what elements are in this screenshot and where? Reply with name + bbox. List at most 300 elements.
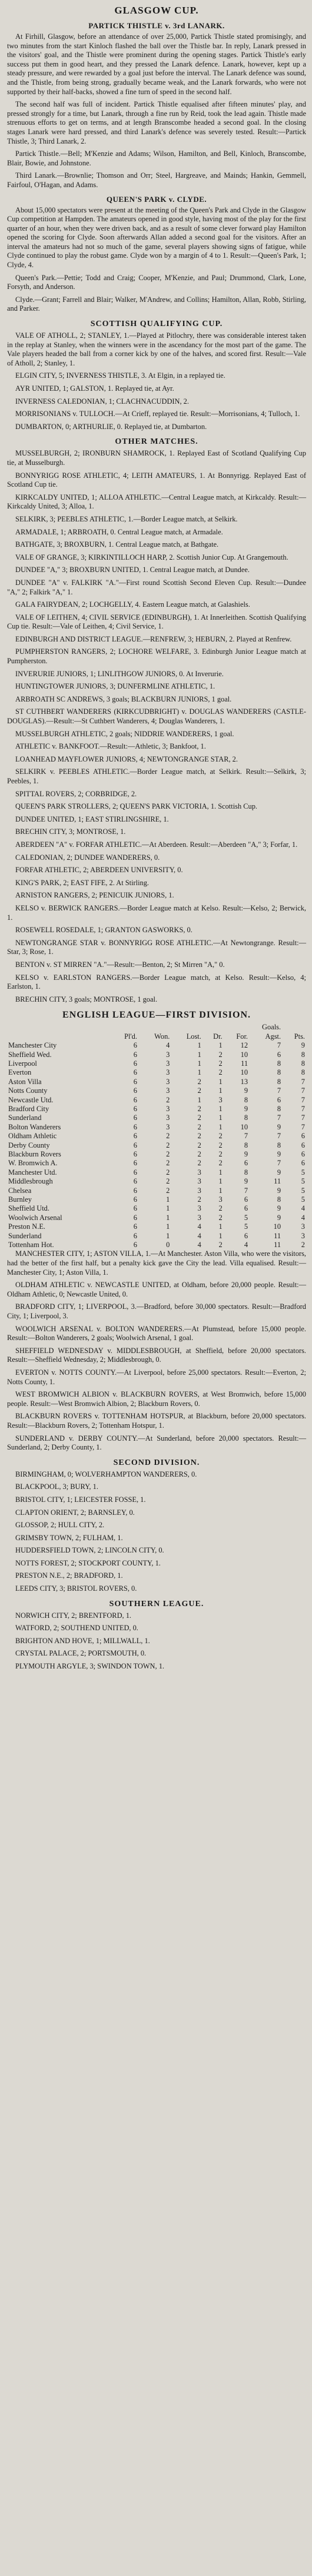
stat-cell-pld: 6 xyxy=(133,1231,137,1240)
stat-cell-pts: 8 xyxy=(301,1059,305,1068)
stat-cell-lost: 2 xyxy=(197,1159,201,1168)
stat-cell-pts: 7 xyxy=(301,1122,305,1131)
team-name-cell: Bradford City xyxy=(8,1104,49,1113)
second-division-list xyxy=(7,1470,306,1671)
match-report-para: NEWTONGRANGE STAR v. BONNYRIGG ROSE ATHLETIC.—At Newtongrange. Result:—Star, 3; Rose, 1. xyxy=(7,938,306,956)
result-line: PRESTON N.E., 2; BRADFORD, 1. xyxy=(15,1571,123,1580)
result-line: BIRMINGHAM, 0; WOLVERHAMPTON WANDERERS, 0. xyxy=(15,1470,197,1478)
match-report-para: PUMPHERSTON RANGERS, 2; LOCHORE WELFARE, 3. Edinburgh Junior League match at Pumpherston. xyxy=(7,647,306,666)
stat-cell-for: 12 xyxy=(240,1041,248,1050)
match-report-para: MUSSELBURGH, 2; IRONBURN SHAMROCK, 1. Replayed East of Scotland Qualifying Cup tie, at Musselburgh. xyxy=(7,449,306,467)
stat-cell-agst: 6 xyxy=(277,1050,281,1059)
match-report-para: DUNDEE UNITED, 1; EAST STIRLINGSHIRE, 1. xyxy=(15,815,169,823)
table-row xyxy=(7,1123,306,1132)
table-row xyxy=(7,1068,306,1077)
result-line: BLACKPOOL, 3; BURY, 1. xyxy=(15,1483,98,1491)
stat-cell-pts: 6 xyxy=(301,1132,305,1141)
match-report-para: VALE OF LEITHEN, 4; CIVIL SERVICE (EDINBURGH), 1. At Innerleithen. Scottish Qualifying Cup tie. Result:—Vale of Leithen, 4; Civil Service, 1. xyxy=(7,613,306,631)
table-row xyxy=(7,1078,306,1086)
stat-cell-agst: 7 xyxy=(277,1114,281,1122)
stat-cell-pld: 6 xyxy=(133,1168,137,1176)
table-row xyxy=(7,1150,306,1159)
match-report-para: GALA FAIRYDEAN, 2; LOCHGELLY, 4. Eastern League match, at Galashiels. xyxy=(15,600,250,609)
stat-cell-pts: 9 xyxy=(301,1041,305,1050)
league-table xyxy=(7,1023,306,1249)
stat-cell-pts: 3 xyxy=(301,1231,305,1240)
team-name-cell: W. Bromwich A. xyxy=(8,1159,58,1168)
match-report-para: EDINBURGH AND DISTRICT LEAGUE.—RENFREW, 3; HEBURN, 2. Played at Renfrew. xyxy=(15,634,292,643)
stat-cell-dr: 1 xyxy=(218,1168,223,1176)
queens-report xyxy=(7,206,306,314)
stat-cell-won: 2 xyxy=(166,1186,170,1195)
stat-cell-dr: 1 xyxy=(218,1177,223,1186)
table-row xyxy=(7,1059,306,1068)
stat-cell-pld: 6 xyxy=(133,1077,137,1086)
stat-cell-for: 10 xyxy=(240,1122,248,1131)
stat-cell-agst: 7 xyxy=(277,1041,281,1050)
team-name-cell: Manchester Utd. xyxy=(8,1168,57,1176)
team-name-cell: Middlesbrough xyxy=(8,1177,53,1186)
stat-cell-won: 3 xyxy=(166,1068,170,1077)
result-line: PLYMOUTH ARGYLE, 3; SWINDON TOWN, 1. xyxy=(15,1662,164,1671)
match-report-para: KING'S PARK, 2; EAST FIFE, 2. At Stirling. xyxy=(15,878,150,887)
table-row xyxy=(7,1222,306,1231)
team-name-cell: Sheffield Utd. xyxy=(8,1204,49,1213)
partick-para: At Firhill, Glasgow, before an attendance of over 25,000, Partick Thistle stated promisingly, and two minutes from the start Kinloch flashed the ball over the Thistle bar. In reply, Lanark pressed in the visitors' goal, and the Thistle were prominent during the opening stages. Partick Thistle's early success put them in good heart, and they pressed the Lanark defence. Lanark, however, kept up a steady pressure, and were rewarded by a goal just before the interval. The Lanark defence was sound, and the Thistle, from being strong, gradually became weak, and the Lanark forwards, who were not supported by their half-backs, showed a fine turn of speed in the second half. xyxy=(7,32,306,96)
match-report-para: SUNDERLAND v. DERBY COUNTY.—At Sunderland, before 20,000 spectators. Result:—Sunderland, 2; Derby County, 1. xyxy=(7,1434,306,1452)
stat-cell-for: 5 xyxy=(244,1222,248,1231)
result-line: NORWICH CITY, 2; BRENTFORD, 1. xyxy=(15,1611,132,1620)
match-report-para: CALEDONIAN, 2; DUNDEE WANDERERS, 0. xyxy=(15,853,160,862)
partick-match-title: PARTICK THISTLE v. 3rd LANARK. xyxy=(88,21,225,30)
stat-cell-pld: 6 xyxy=(133,1104,137,1113)
team-name-cell: Aston Villa xyxy=(8,1077,42,1086)
match-report-para: BENTON v. ST MIRREN "A."—Result:—Benton, 2; St Mirren "A," 0. xyxy=(15,960,225,969)
stat-cell-for: 6 xyxy=(244,1159,248,1168)
stat-cell-dr: 3 xyxy=(218,1195,223,1204)
match-report-para: ARNISTON RANGERS, 2; PENICUIK JUNIORS, 1. xyxy=(15,891,174,900)
stat-cell-pld: 6 xyxy=(133,1222,137,1231)
col-header-played: Pl'd. xyxy=(124,1032,137,1041)
qualifying-para: VALE OF ATHOLL, 2; STANLEY, 1.—Played at Pitlochry, there was considerable interest taken in the replay at Stanley, when the winners were in the ascendancy for the most part of the game. The Vale players headed the ball from a corner kick by one of the halves, and scored first. Result:—Vale of Atholl, 2; Stanley, 1. xyxy=(7,331,306,367)
result-line: CRYSTAL PALACE, 2; PORTSMOUTH, 0. xyxy=(15,1649,147,1658)
stat-cell-lost: 2 xyxy=(197,1104,201,1113)
stat-cell-pts: 6 xyxy=(301,1141,305,1149)
stat-cell-agst: 8 xyxy=(277,1141,281,1149)
stat-cell-agst: 8 xyxy=(277,1077,281,1086)
stat-cell-dr: 2 xyxy=(218,1213,223,1222)
stat-cell-pts: 6 xyxy=(301,1149,305,1158)
match-report-para: ABERDEEN "A" v. FORFAR ATHLETIC.—At Aberdeen. Result:—Aberdeen "A," 3; Forfar, 1. xyxy=(15,840,298,849)
english-results-list xyxy=(7,1249,306,1452)
table-row xyxy=(7,1159,306,1168)
stat-cell-pld: 6 xyxy=(133,1068,137,1077)
stat-cell-lost: 4 xyxy=(197,1222,201,1231)
stat-cell-lost: 2 xyxy=(197,1195,201,1204)
queens-match-title: QUEEN'S PARK v. CLYDE. xyxy=(106,194,207,204)
stat-cell-lost: 3 xyxy=(197,1168,201,1176)
table-row xyxy=(7,1096,306,1105)
team-name-cell: Bolton Wanderers xyxy=(8,1122,61,1131)
stat-cell-agst: 9 xyxy=(277,1186,281,1195)
stat-cell-pts: 8 xyxy=(301,1068,305,1077)
stat-cell-pld: 6 xyxy=(133,1141,137,1149)
stat-cell-agst: 8 xyxy=(277,1068,281,1077)
stat-cell-pts: 6 xyxy=(301,1159,305,1168)
queens-para: Clyde.—Grant; Farrell and Blair; Walker, M'Andrew, and Collins; Hamilton, Allan, Robb, Stirling, and Parker. xyxy=(7,295,306,313)
stat-cell-won: 2 xyxy=(166,1141,170,1149)
stat-cell-agst: 8 xyxy=(277,1104,281,1113)
stat-cell-won: 3 xyxy=(166,1104,170,1113)
stat-cell-won: 1 xyxy=(166,1213,170,1222)
stat-cell-lost: 4 xyxy=(197,1231,201,1240)
stat-cell-pld: 6 xyxy=(133,1241,137,1249)
stat-cell-for: 7 xyxy=(244,1132,248,1141)
stat-cell-dr: 2 xyxy=(218,1141,223,1149)
stat-cell-lost: 3 xyxy=(197,1213,201,1222)
other-matches-list xyxy=(7,449,306,1004)
team-name-cell: Blackburn Rovers xyxy=(8,1149,61,1158)
team-name-cell: Oldham Athletic xyxy=(8,1132,57,1141)
result-line: WATFORD, 2; SOUTHEND UNITED, 0. xyxy=(15,1624,138,1633)
result-line: CLAPTON ORIENT, 2; BARNSLEY, 0. xyxy=(15,1508,135,1517)
match-report-para: DUNDEE "A," 3; BROXBURN UNITED, 1. Central League match, at Dundee. xyxy=(15,566,250,574)
stat-cell-lost: 2 xyxy=(197,1141,201,1149)
stat-cell-won: 0 xyxy=(166,1241,170,1249)
stat-cell-pld: 6 xyxy=(133,1186,137,1195)
stat-cell-for: 11 xyxy=(241,1059,248,1068)
stat-cell-for: 8 xyxy=(244,1095,248,1104)
queens-para: Queen's Park.—Pettie; Todd and Craig; Cooper, M'Kenzie, and Paul; Drummond, Clark, Lone, Forsyth, and Anderson. xyxy=(7,273,306,291)
table-row xyxy=(7,1105,306,1114)
stat-cell-for: 8 xyxy=(244,1114,248,1122)
stat-cell-for: 6 xyxy=(244,1204,248,1213)
match-report-para: KELSO v. BERWICK RANGERS.—Border League match at Kelso. Result:—Kelso, 2; Berwick, 1. xyxy=(7,903,306,922)
match-report-para: EVERTON v. NOTTS COUNTY.—At Liverpool, before 25,000 spectators. Result:—Everton, 2; Notts County, 1. xyxy=(7,1368,306,1386)
result-line: GLOSSOP, 2; HULL CITY, 2. xyxy=(15,1521,105,1530)
queens-para: About 15,000 spectators were present at the meeting of the Queen's Park and Clyde in the Glasgow Cup competition at Hampden. The amateurs opened in good style, having most of the play for the first quarter of an hour, when they were driven back, and as a result of some clever forward play Hamilton opened the scoring for Clyde. Soon afterwards Allan added a second goal for the visitors. After an interval the amateurs had not so much of the game, several players showing signs of fatigue, while Clyde continued to play the robust game. Clyde won by a margin of 4 to 1. Result:—Queen's Park, 1; Clyde, 4. xyxy=(7,205,306,270)
match-report-para: ROSEWELL ROSEDALE, 1; GRANTON GASWORKS, 0. xyxy=(15,926,192,935)
match-report-para: LOANHEAD MAYFLOWER JUNIORS, 4; NEWTONGRANGE STAR, 2. xyxy=(15,754,238,763)
match-report-para: SELKIRK, 3; PEEBLES ATHLETIC, 1.—Border League match, at Selkirk. xyxy=(15,514,238,523)
stat-cell-pts: 5 xyxy=(301,1177,305,1186)
stat-cell-pld: 6 xyxy=(133,1095,137,1104)
stat-cell-agst: 11 xyxy=(274,1241,281,1249)
stat-cell-won: 3 xyxy=(166,1086,170,1095)
stat-cell-dr: 1 xyxy=(218,1114,223,1122)
stat-cell-dr: 2 xyxy=(218,1068,223,1077)
english-league-title: ENGLISH LEAGUE—FIRST DIVISION. xyxy=(62,1010,251,1021)
stat-cell-pld: 6 xyxy=(133,1114,137,1122)
stat-cell-for: 9 xyxy=(244,1104,248,1113)
stat-cell-pts: 8 xyxy=(301,1050,305,1059)
match-report-para: WEST BROMWICH ALBION v. BLACKBURN ROVERS, at West Bromwich, before 15,000 people. Result:—West Bromwich Albion, 2; Blackburn Rovers, 0. xyxy=(7,1390,306,1408)
league-table-body xyxy=(7,1041,306,1249)
stat-cell-dr: 2 xyxy=(218,1159,223,1168)
stat-cell-dr: 1 xyxy=(218,1086,223,1095)
stat-cell-lost: 2 xyxy=(197,1086,201,1095)
match-report-para: BLACKBURN ROVERS v. TOTTENHAM HOTSPUR, at Blackburn, before 20,000 spectators. Result:—Blackburn Rovers, 2; Tottenham Hotspur, 1. xyxy=(7,1412,306,1430)
stat-cell-pld: 6 xyxy=(133,1177,137,1186)
stat-cell-won: 3 xyxy=(166,1050,170,1059)
result-line: NOTTS FOREST, 2; STOCKPORT COUNTY, 1. xyxy=(15,1558,161,1567)
team-name-cell: Chelsea xyxy=(8,1186,32,1195)
stat-cell-lost: 2 xyxy=(197,1149,201,1158)
qualifying-para: AYR UNITED, 1; GALSTON, 1. Replayed tie, at Ayr. xyxy=(15,384,174,393)
team-name-cell: Everton xyxy=(8,1068,32,1077)
stat-cell-lost: 1 xyxy=(197,1068,201,1077)
stat-cell-for: 8 xyxy=(244,1141,248,1149)
team-name-cell: Notts County xyxy=(8,1086,48,1095)
qualifying-para: MORRISONIANS v. TULLOCH.—At Crieff, replayed tie. Result:—Morrisonians, 4; Tulloch, 1. xyxy=(15,410,300,418)
masthead: GLASGOW CUP. xyxy=(114,5,199,16)
team-name-cell: Sunderland xyxy=(8,1114,42,1122)
match-report-para: SPITTAL ROVERS, 2; CORBRIDGE, 2. xyxy=(15,789,137,798)
stat-cell-for: 10 xyxy=(240,1050,248,1059)
stat-cell-pld: 6 xyxy=(133,1159,137,1168)
qualifying-cup-title: SCOTTISH QUALIFYING CUP. xyxy=(90,320,223,329)
team-name-cell: Preston N.E. xyxy=(8,1222,45,1231)
result-line: BRIGHTON AND HOVE, 1; MILLWALL, 1. xyxy=(15,1636,150,1645)
stat-cell-agst: 11 xyxy=(274,1177,281,1186)
stat-cell-pld: 6 xyxy=(133,1050,137,1059)
table-row xyxy=(7,1132,306,1141)
stat-cell-dr: 1 xyxy=(218,1231,223,1240)
stat-cell-lost: 2 xyxy=(197,1122,201,1131)
match-report-para: FORFAR ATHLETIC, 2; ABERDEEN UNIVERSITY, 0. xyxy=(15,866,183,875)
stat-cell-won: 1 xyxy=(166,1204,170,1213)
stat-cell-pld: 6 xyxy=(133,1149,137,1158)
qualifying-report xyxy=(7,331,306,431)
southern-league-title: SOUTHERN LEAGUE. xyxy=(109,1599,204,1608)
match-report-para: WOOLWICH ARSENAL v. BOLTON WANDERERS.—At Plumstead, before 15,000 people. Result:—Bolton Wanderers, 2 goals; Woolwich Arsenal, 1 goal. xyxy=(7,1324,306,1342)
stat-cell-won: 3 xyxy=(166,1114,170,1122)
table-row xyxy=(7,1168,306,1177)
table-row xyxy=(7,1086,306,1095)
stat-cell-for: 8 xyxy=(244,1168,248,1176)
stat-cell-lost: 3 xyxy=(197,1177,201,1186)
partick-para: Third Lanark.—Brownlie; Thomson and Orr; Steel, Hargreave, and Mainds; Hankin, Gemmell, Fairfoul, O'Hagan, and Adams. xyxy=(7,171,306,189)
table-row xyxy=(7,1195,306,1204)
stat-cell-pts: 7 xyxy=(301,1077,305,1086)
team-name-cell: Newcastle Utd. xyxy=(8,1095,54,1104)
stat-cell-for: 10 xyxy=(240,1068,248,1077)
stat-cell-pld: 6 xyxy=(133,1195,137,1204)
match-report-para: ARBROATH SC ANDREWS, 3 goals; BLACKBURN JUNIORS, 1 goal. xyxy=(15,694,232,703)
match-report-para: VALE OF GRANGE, 3; KIRKINTILLOCH HARP, 2. Scottish Junior Cup. At Grangemouth. xyxy=(15,553,288,561)
stat-cell-pld: 6 xyxy=(133,1041,137,1050)
team-name-cell: Derby County xyxy=(8,1141,50,1149)
match-report-para: MANCHESTER CITY, 1; ASTON VILLA, 1.—At Manchester. Aston Villa, who were the visitors, had the better of the first half, but a penalty kick gave the City the lead. Villa equalised. Result:—Manchester City, 1; Aston Villa, 1. xyxy=(7,1249,306,1277)
qualifying-para: DUMBARTON, 0; ARTHURLIE, 0. Replayed tie, at Dumbarton. xyxy=(15,422,207,431)
stat-cell-pld: 6 xyxy=(133,1132,137,1141)
stat-cell-won: 3 xyxy=(166,1122,170,1131)
stat-cell-dr: 1 xyxy=(218,1122,223,1131)
match-report-para: SHEFFIELD WEDNESDAY v. MIDDLESBROUGH, at Sheffield, before 20,000 spectators. Result:—Sheffield Wednesday, 2; Middlesbrough, 0. xyxy=(7,1346,306,1364)
stat-cell-pts: 4 xyxy=(301,1204,305,1213)
match-report-para: MUSSELBURGH ATHLETIC, 2 goals; NIDDRIE WANDERERS, 1 goal. xyxy=(15,729,234,738)
stat-cell-lost: 2 xyxy=(197,1077,201,1086)
match-report-para: BONNYRIGG ROSE ATHLETIC, 4; LEITH AMATEURS, 1. At Bonnyrigg. Replayed East of Scotland Cup tie. xyxy=(7,471,306,489)
stat-cell-lost: 3 xyxy=(197,1204,201,1213)
stat-cell-dr: 2 xyxy=(218,1149,223,1158)
stat-cell-for: 13 xyxy=(240,1077,248,1086)
stat-cell-for: 4 xyxy=(244,1241,248,1249)
stat-cell-lost: 3 xyxy=(197,1186,201,1195)
match-report-para: BRADFORD CITY, 1; LIVERPOOL, 3.—Bradford, before 30,000 spectators. Result:—Bradford City, 1; Liverpool, 3. xyxy=(7,1302,306,1320)
stat-cell-lost: 2 xyxy=(197,1114,201,1122)
team-name-cell: Liverpool xyxy=(8,1059,37,1068)
match-report-para: ST CUTHBERT WANDERERS (KIRKCUDBRIGHT) v. DOUGLAS WANDERERS (CASTLE-DOUGLAS).—Result:—St Cuthbert Wanderers, 4; Douglas Wanderers, 1. xyxy=(7,707,306,726)
stat-cell-for: 6 xyxy=(244,1195,248,1204)
stat-cell-pld: 6 xyxy=(133,1122,137,1131)
stat-cell-won: 4 xyxy=(166,1041,170,1050)
partick-para: Partick Thistle.—Bell; M'Kenzie and Adams; Wilson, Hamilton, and Bell, Kinloch, Branscombe, Blair, Bowie, and Johnstone. xyxy=(7,149,306,167)
stat-cell-won: 1 xyxy=(166,1195,170,1204)
other-matches-title: OTHER MATCHES. xyxy=(115,437,198,447)
stat-cell-lost: 1 xyxy=(197,1050,201,1059)
stat-cell-won: 2 xyxy=(166,1095,170,1104)
stat-cell-pts: 7 xyxy=(301,1104,305,1113)
team-name-cell: Tottenham Hot. xyxy=(8,1241,54,1249)
stat-cell-dr: 2 xyxy=(218,1132,223,1141)
stat-cell-dr: 1 xyxy=(218,1186,223,1195)
match-report-para: KIRKCALDY UNITED, 1; ALLOA ATHLETIC.—Central League match, at Kirkcaldy. Result:—Kirkcaldy United, 3; Alloa, 1. xyxy=(7,493,306,511)
col-header-won: Won. xyxy=(154,1032,170,1041)
stat-cell-pld: 6 xyxy=(133,1204,137,1213)
stat-cell-dr: 3 xyxy=(218,1095,223,1104)
team-name-cell: Sheffield Wed. xyxy=(8,1050,52,1059)
stat-cell-lost: 4 xyxy=(197,1241,201,1249)
stat-cell-pts: 5 xyxy=(301,1186,305,1195)
stat-cell-dr: 1 xyxy=(218,1077,223,1086)
stat-cell-agst: 8 xyxy=(277,1195,281,1204)
stat-cell-pts: 7 xyxy=(301,1095,305,1104)
table-row xyxy=(7,1232,306,1241)
col-header-against: Agst. xyxy=(265,1032,281,1041)
team-name-cell: Manchester City xyxy=(8,1041,57,1050)
stat-cell-won: 2 xyxy=(166,1177,170,1186)
stat-cell-agst: 11 xyxy=(274,1231,281,1240)
stat-cell-won: 3 xyxy=(166,1077,170,1086)
stat-cell-agst: 6 xyxy=(277,1095,281,1104)
col-header-points: Pts. xyxy=(294,1032,305,1041)
match-report-para: ARMADALE, 1; ARBROATH, 0. Central League match, at Armadale. xyxy=(15,527,223,536)
stat-cell-dr: 2 xyxy=(218,1050,223,1059)
match-report-para: ATHLETIC v. BANKFOOT.—Result:—Athletic, 3; Bankfoot, 1. xyxy=(15,742,206,751)
team-name-cell: Sunderland xyxy=(8,1231,42,1240)
stat-cell-lost: 1 xyxy=(197,1095,201,1104)
match-report-para: BRECHIN CITY, 3; MONTROSE, 1. xyxy=(15,827,126,836)
match-report-para: QUEEN'S PARK STROLLERS, 2; QUEEN'S PARK VICTORIA, 1. Scottish Cup. xyxy=(15,802,258,811)
stat-cell-dr: 1 xyxy=(218,1222,223,1231)
stat-cell-agst: 9 xyxy=(277,1149,281,1158)
stat-cell-pld: 6 xyxy=(133,1086,137,1095)
stat-cell-won: 2 xyxy=(166,1149,170,1158)
table-row xyxy=(7,1241,306,1249)
stat-cell-won: 3 xyxy=(166,1059,170,1068)
stat-cell-agst: 8 xyxy=(277,1059,281,1068)
col-header-drawn: Dr. xyxy=(213,1032,223,1041)
col-header-for: For. xyxy=(236,1032,248,1041)
match-report-para: KELSO v. EARLSTON RANGERS.—Border League match, at Kelso. Result:—Kelso, 4; Earlston, 1. xyxy=(7,973,306,991)
stat-cell-won: 2 xyxy=(166,1159,170,1168)
stat-cell-won: 1 xyxy=(166,1231,170,1240)
stat-cell-pts: 5 xyxy=(301,1168,305,1176)
match-report-para: BRECHIN CITY, 3 goals; MONTROSE, 1 goal. xyxy=(15,995,158,1003)
match-report-para: BATHGATE, 3; BROXBURN, 1. Central League match, at Bathgate. xyxy=(15,540,219,549)
stat-cell-for: 9 xyxy=(244,1086,248,1095)
stat-cell-pts: 7 xyxy=(301,1086,305,1095)
stat-cell-agst: 7 xyxy=(277,1159,281,1168)
stat-cell-dr: 2 xyxy=(218,1059,223,1068)
table-header-blank xyxy=(7,1023,110,1032)
match-report-para: SELKIRK v. PEEBLES ATHLETIC.—Border League match, at Selkirk. Result:—Selkirk, 3; Peebles, 1. xyxy=(7,767,306,785)
table-row xyxy=(7,1051,306,1059)
stat-cell-pts: 5 xyxy=(301,1195,305,1204)
stat-cell-for: 5 xyxy=(244,1213,248,1222)
table-row xyxy=(7,1141,306,1150)
partick-para: The second half was full of incident. Partick Thistle equalised after fifteen minutes' play, and pressed strongly for a time, but Lanark, through a fine run by Reid, took the lead again. Thistle made strenuous efforts to get on terms, and at length Branscombe headed a second goal. In the closing stages Lanark were hard pressed, and third Lanark's defence was severely tested. Result:—Partick Thistle, 3; Third Lanark, 2. xyxy=(7,100,306,145)
match-report-para: OLDHAM ATHLETIC v. NEWCASTLE UNITED, at Oldham, before 20,000 people. Result:—Oldham Athletic, 0; Newcastle United, 0. xyxy=(7,1281,306,1298)
qualifying-para: ELGIN CITY, 5; INVERNESS THISTLE, 3. At Elgin, in a replayed tie. xyxy=(15,371,225,380)
result-line: GRIMSBY TOWN, 2; FULHAM, 1. xyxy=(15,1533,123,1542)
match-report-para: DUNDEE "A" v. FALKIRK "A."—First round Scottish Second Eleven Cup. Result:—Dundee "A," 2; Falkirk "A," 1. xyxy=(7,578,306,596)
stat-cell-agst: 9 xyxy=(277,1168,281,1176)
stat-cell-dr: 2 xyxy=(218,1241,223,1249)
table-row xyxy=(7,1114,306,1122)
stat-cell-agst: 7 xyxy=(277,1132,281,1141)
goals-group-header: Goals. xyxy=(262,1023,281,1032)
stat-cell-agst: 7 xyxy=(277,1086,281,1095)
stat-cell-pld: 6 xyxy=(133,1213,137,1222)
stat-cell-for: 7 xyxy=(244,1186,248,1195)
table-row xyxy=(7,1204,306,1213)
stat-cell-lost: 2 xyxy=(197,1132,201,1141)
stat-cell-for: 6 xyxy=(244,1231,248,1240)
table-row xyxy=(7,1186,306,1195)
stat-cell-dr: 2 xyxy=(218,1204,223,1213)
result-line: LEEDS CITY, 3; BRISTOL ROVERS, 0. xyxy=(15,1584,137,1593)
team-name-cell: Burnley xyxy=(8,1195,32,1204)
result-line: BRISTOL CITY, 1; LEICESTER FOSSE, 1. xyxy=(15,1495,146,1504)
stat-cell-pts: 2 xyxy=(301,1241,305,1249)
stat-cell-pld: 6 xyxy=(133,1059,137,1068)
stat-cell-agst: 9 xyxy=(277,1204,281,1213)
stat-cell-agst: 9 xyxy=(277,1122,281,1131)
stat-cell-for: 9 xyxy=(244,1177,248,1186)
result-line: HUDDERSFIELD TOWN, 2; LINCOLN CITY, 0. xyxy=(15,1546,164,1555)
qualifying-para: INVERNESS CALEDONIAN, 1; CLACHNACUDDIN, 2. xyxy=(15,397,189,405)
stat-cell-dr: 1 xyxy=(218,1104,223,1113)
stat-cell-pts: 7 xyxy=(301,1114,305,1122)
stat-cell-pts: 4 xyxy=(301,1213,305,1222)
table-row xyxy=(7,1214,306,1222)
table-row xyxy=(7,1041,306,1050)
col-header-lost: Lost. xyxy=(186,1032,201,1041)
stat-cell-won: 2 xyxy=(166,1132,170,1141)
partick-report xyxy=(7,32,306,190)
team-name-cell: Woolwich Arsenal xyxy=(8,1213,62,1222)
stat-cell-agst: 9 xyxy=(277,1213,281,1222)
stat-cell-won: 2 xyxy=(166,1168,170,1176)
stat-cell-dr: 1 xyxy=(218,1041,223,1050)
table-row xyxy=(7,1177,306,1186)
stat-cell-pts: 3 xyxy=(301,1222,305,1231)
stat-cell-lost: 1 xyxy=(197,1041,201,1050)
second-division-title: SECOND DIVISION. xyxy=(113,1458,200,1467)
match-report-para: INVERURIE JUNIORS, 1; LINLITHGOW JUNIORS, 0. At Inverurie. xyxy=(15,669,224,678)
